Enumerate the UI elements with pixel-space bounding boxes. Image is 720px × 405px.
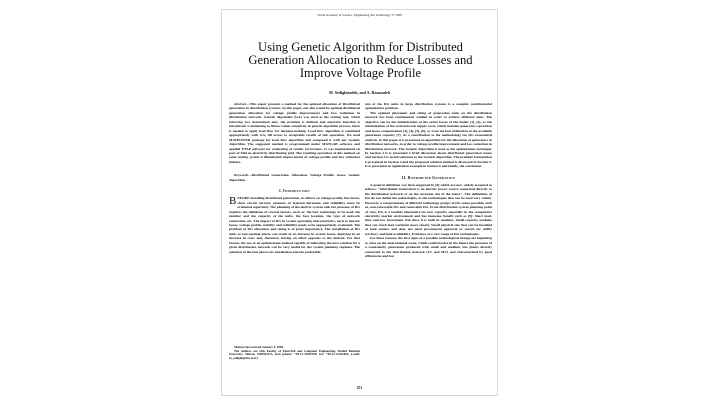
keywords-text: —Distributed Generation, Allocation, Voltage Profile, losses, Genetic Algorithm. <box>229 173 360 182</box>
paper-page <box>221 9 498 396</box>
introduction-paragraph <box>229 196 360 254</box>
footnote-affiliation: The Authors are with Faculty of Electrical and Computer Engineering, Shahid Beheshti University, Tehran, 1983963113, Iran (phone: +98-21-29902290, fax: +98-21-22431804, e-mail: m_sedighi@sbu.ac.ir). <box>229 348 360 361</box>
continued-paragraph: size of the DG units in large distribution systems is a complex combinatorial optimization problem. <box>365 102 492 111</box>
dropcap: B <box>229 195 237 208</box>
footnote-received: Manuscript received January 5, 2008. <box>234 345 284 349</box>
footnote <box>229 346 360 361</box>
paper-authors: M. Sedighizadeh, and A. Rezazadeh <box>328 90 390 95</box>
paper-title: Using Genetic Algorithm for Distributed Generation Allocation to Reduce Losses and Improve Voltage Profile <box>248 40 473 81</box>
introduction-text: EFORE installing distributed generation, its effects on voltage profile, line losses, short circuit current, amounts of injected harmonic and reliability must be evaluated separately. The planning of the electric system with the presence of DG requires the definition of several factors, such as: the best technology to be used, the number and the capacity of the units, the best location, the type of network connection, etc. The impact of DG in system operating characteristics, such as electric losses, voltage profile, stability and reliability needs to be appropriately evaluated. The problem of DG allocation and sizing is of great importance. The installation of DG units at non-optimal places can result in an increase in system losses, implying in an increase in costs and, therefore, having an effect opposite to the desired. For that reason, the use of an optimization method capable of indicating the best solution for a given distribution network can be very useful for the system planning engineer. The selection of the best places for installation and the preferable <box>229 196 360 254</box>
paragraph: For these reasons, the first signs of a possible technological change are beginning to arise on the international scene, which could involve in the future the presence of a consistently generation produced with small and medium size plants directly connected to the distribution network (LV and MV) and characterized by good efficiencies and low <box>365 236 492 259</box>
left-column <box>229 102 360 254</box>
paragraph: The optimal placement and sizing of generation units on the distribution network has been continuously studied in order to achieve different aims. The objective can be the minimization of the active losses of the feeder [1], [2], or the minimization of the total network supply costs, which includes generators operation and losses compensation [3], [4], [5], [6], or even the best utilization of the available generation capacity [7]. As a contribution to the methodology for DG economical analysis, in this paper it is presented an algorithm for the allocation of generators in distribution networks, in order to voltage profile improvement and loss reduction in distribution network. The Genetic Algorithm is used as the optimization technique. In Section 2 it is presented a brief discussion about distributed generation issues and Section 3 is an introduction to the Genetic Algorithm. The problem formulation is presented in Section 4 and the proposed solution method is discussed in Section 5. It is presented an application example in Section 6 and finally, the conclusion. <box>365 110 492 169</box>
paragraph: A general definition was then suggested in [8] which are now widely accepted as follows: "Distributed Generation is an electric power source connected directly to the distribution network or on the customer site of the meter". The definitions of DG do not define the technologies, as the technologies that can be used vary widely. However, a categorization of different technology groups of DG seems possible, such as, non-renewable DG and renewable DG. From distribution system planning point of view, DG is a feasible alternative for new capacity especially in the competitive electricity market environment and has immense benefit such as [9]: Short lead-time and low investment risk since it is built in modules, Small-capacity modules that can track load variation more closely, Small physical size that can be installed at load centers and does not need government approval or search for utility territory and land availability, Existence of a vast range of DG technologies. <box>365 182 492 236</box>
running-head: World Academy of Science, Engineering and Technology 37 2008 <box>317 13 402 17</box>
section-heading-distributed-generation: II. Distributed Generation <box>401 175 456 180</box>
keywords <box>229 173 360 182</box>
abstract-text: —This paper presents a method for the optimal allocation of Distributed generation in distribution systems. In this paper, our aim would be optimal distributed generation allocation for voltage profile improvement and loss reduction in distribution network. Genetic Algorithm (GA) was used as the solving tool, which referring two determined aim; the problem is defined and objective function is introduced. Considering to fitness values sensitivity in genetic algorithm process, there is needed to apply load flow for decision-making. Load flow algorithm is combined appropriately with GA, till access to acceptable results of this operation. We used MATPOWER package for load flow algorithm and composed it with our Genetic Algorithm. The suggested method is programmed under MATLAB software and applied ETAP software for evaluating of results correctness. It was implemented on part of Tehran electricity distributing grid. The resulting operation of this method on some testing system is illuminated improvement of voltage profile and loss reduction indexes. <box>229 102 360 164</box>
keywords-label: Keywords <box>234 173 249 178</box>
page-number: 251 <box>356 386 363 390</box>
abstract <box>229 102 360 164</box>
section-heading-introduction: I. Introduction <box>279 189 310 194</box>
right-column <box>365 102 492 259</box>
abstract-label: Abstract <box>234 102 247 106</box>
